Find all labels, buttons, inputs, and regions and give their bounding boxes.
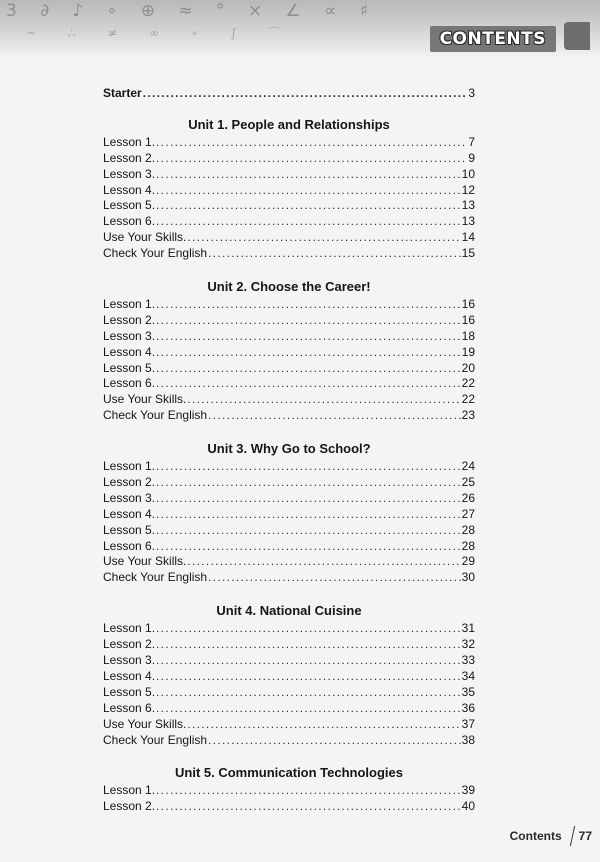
header-tab-marker xyxy=(564,22,590,50)
dot-leader xyxy=(208,408,461,424)
toc-entry-page: 16 xyxy=(461,312,475,327)
toc-entry-label: Check Your English xyxy=(103,570,208,585)
toc-entry[interactable] xyxy=(103,345,475,361)
dot-leader xyxy=(156,376,461,392)
toc-entry-page: 15 xyxy=(461,246,475,261)
dot-leader xyxy=(208,570,461,586)
unit-title: Unit 3. Why Go to School? xyxy=(207,441,371,457)
toc-entry[interactable] xyxy=(103,669,475,685)
dot-leader xyxy=(156,345,461,361)
dot-leader xyxy=(187,717,460,733)
units-list xyxy=(103,116,475,815)
dot-leader xyxy=(156,701,461,717)
toc-entry-page: 19 xyxy=(461,344,475,359)
toc-entry[interactable] xyxy=(103,554,475,570)
toc-entry-label: Use Your Skills. xyxy=(103,230,187,245)
toc-entry-label: Lesson 5. xyxy=(103,360,156,375)
dot-leader xyxy=(156,799,461,815)
toc-entry-starter[interactable] xyxy=(103,86,475,102)
dot-leader xyxy=(156,637,461,653)
toc-entry[interactable] xyxy=(103,313,475,329)
toc-entry[interactable] xyxy=(103,621,475,637)
toc-entry-page: 22 xyxy=(461,392,475,407)
toc-entry[interactable] xyxy=(103,783,475,799)
toc-entry[interactable] xyxy=(103,198,475,214)
toc-entry-label: Check Your English xyxy=(103,408,208,423)
dot-leader xyxy=(143,86,468,102)
toc-entry-label: Lesson 1. xyxy=(103,134,156,149)
toc-entry[interactable] xyxy=(103,475,475,491)
unit-section xyxy=(103,602,475,748)
toc-entry-label: Lesson 2. xyxy=(103,799,156,814)
toc-entry[interactable] xyxy=(103,246,475,262)
header-banner xyxy=(0,0,600,58)
dot-leader xyxy=(156,135,467,151)
toc-entry-page: 14 xyxy=(461,230,475,245)
toc-entry-label: Lesson 6. xyxy=(103,376,156,391)
toc-entry-label: Lesson 3. xyxy=(103,328,156,343)
toc-entry[interactable] xyxy=(103,685,475,701)
toc-entry-page: 16 xyxy=(461,297,475,312)
contents-badge xyxy=(430,26,556,52)
toc-entry-page: 28 xyxy=(461,538,475,553)
toc-entry-page: 29 xyxy=(461,554,475,569)
toc-entry-page: 20 xyxy=(461,360,475,375)
toc-entry-label: Lesson 5. xyxy=(103,522,156,537)
toc-entry-page: 38 xyxy=(461,732,475,747)
dot-leader xyxy=(187,392,460,408)
toc-entry-page: 7 xyxy=(468,134,475,149)
toc-entry-label: Lesson 2. xyxy=(103,150,156,165)
toc-entry-label: Lesson 6. xyxy=(103,214,156,229)
toc-entry-page: 3 xyxy=(468,86,475,100)
toc-entry[interactable] xyxy=(103,151,475,167)
dot-leader xyxy=(156,539,461,555)
dot-leader xyxy=(156,214,461,230)
dot-leader xyxy=(187,554,460,570)
toc-entry-label: Check Your English xyxy=(103,732,208,747)
dot-leader xyxy=(156,669,461,685)
unit-section xyxy=(103,116,475,262)
toc-entry-label: Lesson 1. xyxy=(103,297,156,312)
dot-leader xyxy=(156,685,461,701)
toc-entry-page: 26 xyxy=(461,490,475,505)
toc-entry-page: 24 xyxy=(461,459,475,474)
toc-entry-page: 18 xyxy=(461,328,475,343)
toc-entry-label: Lesson 2. xyxy=(103,637,156,652)
toc-entry[interactable] xyxy=(103,135,475,151)
toc-entry-label: Lesson 1. xyxy=(103,459,156,474)
toc-entry-page: 37 xyxy=(461,716,475,731)
toc-entry[interactable] xyxy=(103,297,475,313)
toc-entry-page: 23 xyxy=(461,408,475,423)
dot-leader xyxy=(156,167,461,183)
toc-entry-page: 34 xyxy=(461,668,475,683)
toc-entry[interactable] xyxy=(103,507,475,523)
toc-entry-page: 32 xyxy=(461,637,475,652)
unit-section xyxy=(103,278,475,424)
toc-entry-page: 10 xyxy=(461,166,475,181)
toc-entry[interactable] xyxy=(103,183,475,199)
dot-leader xyxy=(156,507,461,523)
toc-entry-page: 25 xyxy=(461,475,475,490)
toc-entry-page: 22 xyxy=(461,376,475,391)
toc-entry[interactable] xyxy=(103,799,475,815)
toc-entry-page: 9 xyxy=(468,150,475,165)
toc-entry-page: 30 xyxy=(461,570,475,585)
toc-entry-label: Lesson 4. xyxy=(103,506,156,521)
toc-entry-label: Lesson 2. xyxy=(103,475,156,490)
dot-leader xyxy=(156,361,461,377)
dot-leader xyxy=(156,297,461,313)
toc-entry-page: 31 xyxy=(461,621,475,636)
toc-entry-label: Use Your Skills. xyxy=(103,392,187,407)
toc-entry[interactable] xyxy=(103,329,475,345)
toc-entry-page: 36 xyxy=(461,700,475,715)
toc-entry-label: Lesson 3. xyxy=(103,490,156,505)
toc-entry[interactable] xyxy=(103,491,475,507)
toc-entry[interactable] xyxy=(103,637,475,653)
toc-entry-label: Lesson 2. xyxy=(103,312,156,327)
toc-entry-page: 27 xyxy=(461,506,475,521)
toc-entry-label: Use Your Skills. xyxy=(103,716,187,731)
toc-entry[interactable] xyxy=(103,214,475,230)
unit-section xyxy=(103,764,475,815)
page-footer xyxy=(510,826,592,846)
footer-divider xyxy=(570,826,575,846)
toc-entry[interactable] xyxy=(103,230,475,246)
toc-entry[interactable] xyxy=(103,539,475,555)
dot-leader xyxy=(156,183,461,199)
dot-leader xyxy=(156,491,461,507)
toc-entry[interactable] xyxy=(103,570,475,586)
dot-leader xyxy=(208,246,461,262)
toc-entry[interactable] xyxy=(103,408,475,424)
dot-leader xyxy=(156,329,461,345)
toc-entry[interactable] xyxy=(103,361,475,377)
toc-entry-label: Lesson 4. xyxy=(103,668,156,683)
toc-entry-label: Lesson 5. xyxy=(103,198,156,213)
toc-entry[interactable] xyxy=(103,376,475,392)
toc-entry-label: Starter xyxy=(103,86,142,100)
toc-entry[interactable] xyxy=(103,717,475,733)
dot-leader xyxy=(156,313,461,329)
toc-entry-label: Lesson 4. xyxy=(103,182,156,197)
toc-entry-page: 33 xyxy=(461,653,475,668)
toc-entry-page: 35 xyxy=(461,684,475,699)
unit-section xyxy=(103,440,475,586)
toc-entry[interactable] xyxy=(103,733,475,749)
dot-leader xyxy=(156,475,461,491)
dot-leader xyxy=(156,653,461,669)
toc-entry[interactable] xyxy=(103,392,475,408)
toc-entry-label: Lesson 5. xyxy=(103,684,156,699)
toc-entry-label: Lesson 1. xyxy=(103,783,156,798)
unit-title: Unit 5. Communication Technologies xyxy=(175,765,403,781)
toc-entry-label: Use Your Skills. xyxy=(103,554,187,569)
unit-title: Unit 2. Choose the Career! xyxy=(207,279,371,295)
toc-entry[interactable] xyxy=(103,459,475,475)
footer-section-title: Contents xyxy=(509,829,562,843)
toc-entry-page: 13 xyxy=(461,198,475,213)
toc-entry-label: Lesson 1. xyxy=(103,621,156,636)
toc-entry-page: 39 xyxy=(461,783,475,798)
toc-entry[interactable] xyxy=(103,701,475,717)
unit-title: Unit 1. People and Relationships xyxy=(188,116,390,132)
page-number: 77 xyxy=(578,829,592,843)
dot-leader xyxy=(156,621,461,637)
dot-leader xyxy=(156,523,461,539)
toc-entry-label: Lesson 6. xyxy=(103,538,156,553)
page-title: CONTENTS xyxy=(439,29,546,49)
toc-entry-label: Check Your English xyxy=(103,246,208,261)
toc-entry[interactable] xyxy=(103,523,475,539)
dot-leader xyxy=(156,151,467,167)
toc-entry-page: 28 xyxy=(461,522,475,537)
dot-leader xyxy=(156,459,461,475)
toc-entry-page: 40 xyxy=(461,799,475,814)
dot-leader xyxy=(208,733,461,749)
toc-entry-page: 12 xyxy=(461,182,475,197)
toc-entry-label: Lesson 6. xyxy=(103,700,156,715)
dot-leader xyxy=(156,783,461,799)
unit-title: Unit 4. National Cuisine xyxy=(216,603,362,619)
table-of-contents xyxy=(103,86,475,831)
toc-entry-label: Lesson 3. xyxy=(103,166,156,181)
dot-leader xyxy=(187,230,460,246)
toc-entry-page: 13 xyxy=(461,214,475,229)
toc-entry-label: Lesson 4. xyxy=(103,344,156,359)
toc-entry[interactable] xyxy=(103,653,475,669)
banner-doodle-pattern: 3 ∂ ♪ ∘ ⊕ ≈ ° × ∠ ∝ ♯ ~ ∴ ≠ ∞ ∘ ∫ ⌒ xyxy=(6,1,377,40)
toc-entry[interactable] xyxy=(103,167,475,183)
toc-entry-label: Lesson 3. xyxy=(103,653,156,668)
dot-leader xyxy=(156,198,461,214)
